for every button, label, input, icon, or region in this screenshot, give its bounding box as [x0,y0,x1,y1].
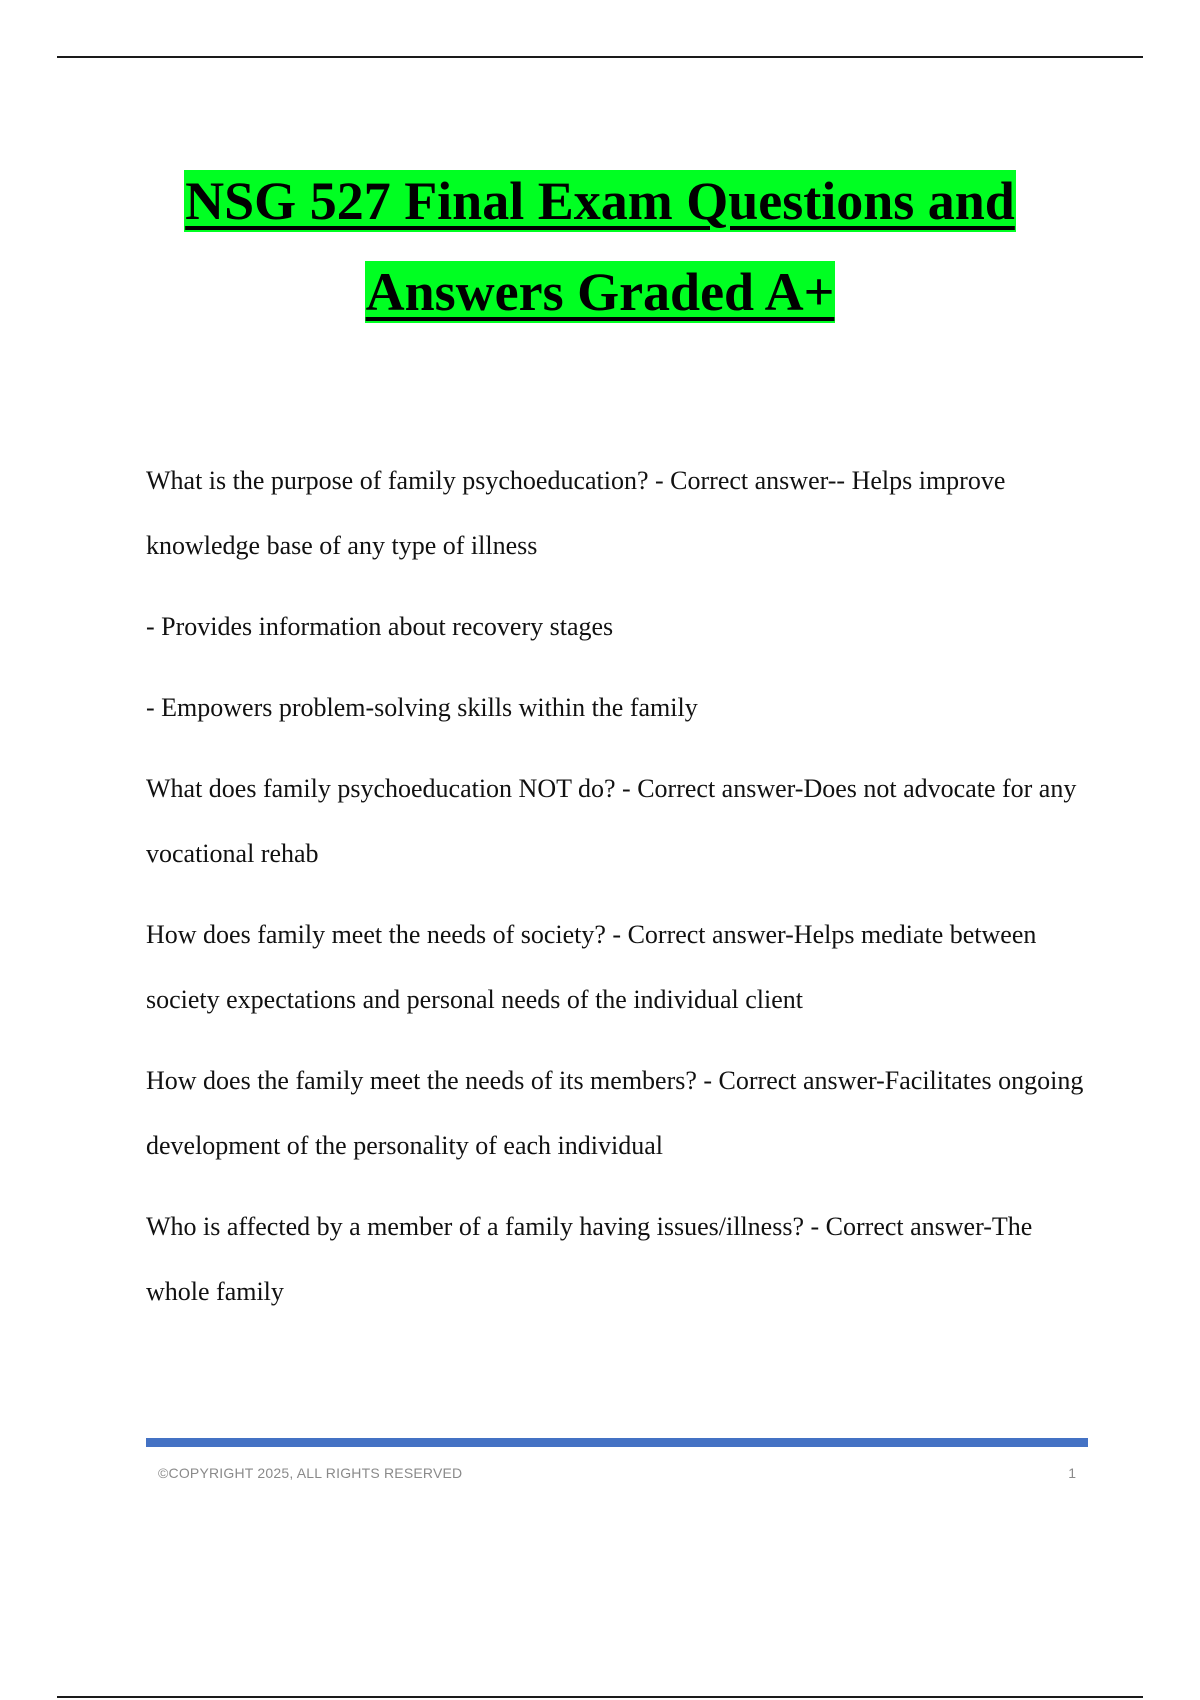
document-body [146,448,1096,1340]
title-line-1 [0,170,1200,261]
bottom-divider [57,1696,1143,1698]
qa-paragraph-2: - Provides information about recovery stages [146,612,614,641]
title-text-1: NSG 527 Final Exam Questions and [185,171,1015,231]
qa-paragraph-7: Who is affected by a member of a family having issues/illness? - Correct answer-The whole family [146,1212,1033,1306]
footer-copyright: ©COPYRIGHT 2025, ALL RIGHTS RESERVED [158,1465,463,1481]
top-divider [57,56,1143,58]
title-text-2: Answers Graded A+ [365,262,835,322]
qa-paragraph-5: How does family meet the needs of society? - Correct answer-Helps mediate between society expectations and personal needs of the individual client [146,920,1037,1014]
qa-paragraph-1: What is the purpose of family psychoeducation? - Correct answer-- Helps improve knowledge base of any type of illness [146,466,1006,560]
footer-bar [146,1438,1088,1447]
document-title [0,170,1200,352]
title-line-2 [0,261,1200,352]
qa-paragraph-4: What does family psychoeducation NOT do? - Correct answer-Does not advocate for any vocational rehab [146,774,1077,868]
qa-paragraph-3: - Empowers problem-solving skills within the family [146,693,698,722]
qa-paragraph-6: How does the family meet the needs of its members? - Correct answer-Facilitates ongoing development of the personality of each individual [146,1066,1084,1160]
footer-page-number: 1 [1068,1465,1076,1481]
